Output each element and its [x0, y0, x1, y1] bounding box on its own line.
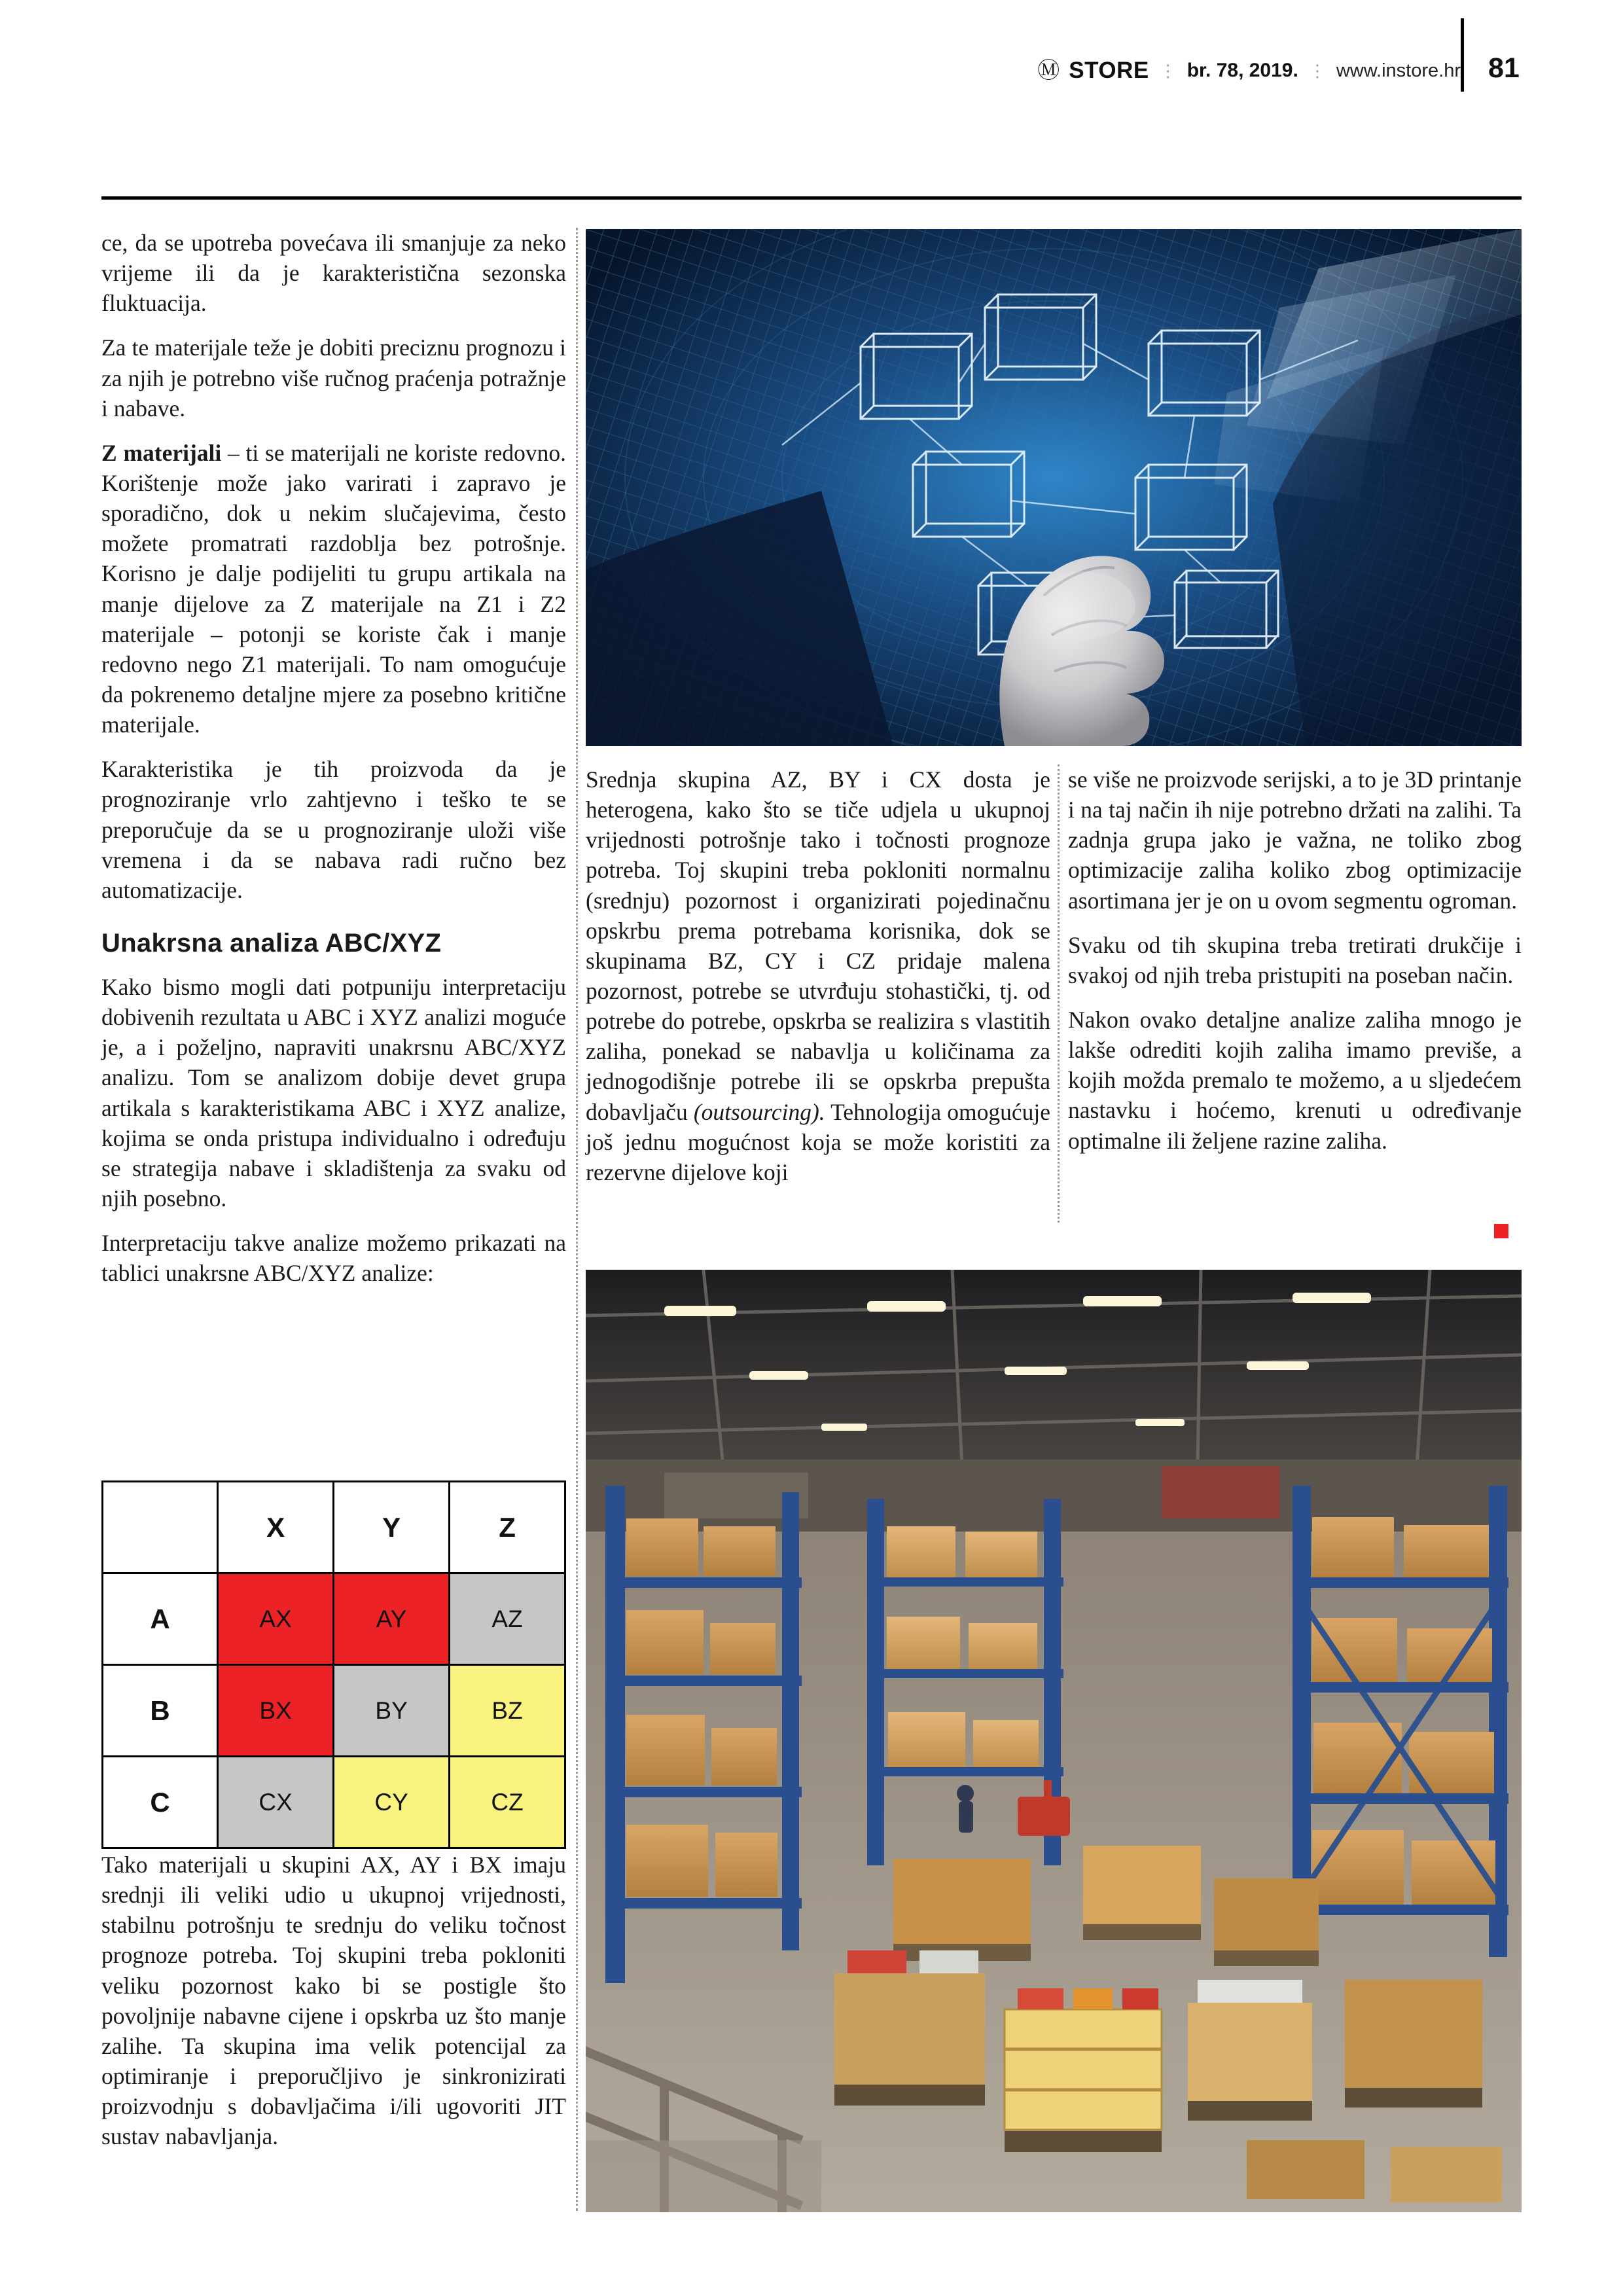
paragraph: Svaku od tih skupina treba tretirati drukčije i svakoj od njih treba pristupiti na poseban način. — [1068, 931, 1522, 988]
column-divider-1 — [576, 228, 578, 2211]
brand-name: STORE — [1069, 58, 1149, 83]
column-header-y: Y — [334, 1482, 450, 1573]
matrix-cell-by: BY — [334, 1665, 450, 1757]
lead-in-term: Z materijali — [101, 439, 222, 466]
article-end-marker — [1494, 1224, 1508, 1238]
masthead-separator-2: ⋮ — [1308, 60, 1326, 81]
paragraph: Za te materijale teže je dobiti preciznu prognozu i za njih je potrebno više ručnog praćenja potražnje i nabave. — [101, 334, 566, 422]
row-header-a: A — [103, 1573, 218, 1665]
abc-xyz-matrix-table — [101, 1480, 566, 1849]
bottom-article-image — [586, 1270, 1522, 2212]
matrix-cell-bz: BZ — [450, 1665, 565, 1757]
row-header-b: B — [103, 1665, 218, 1757]
italic-term-outsourcing: (outsourcing). — [693, 1098, 825, 1125]
paragraph: Tako materijali u skupini AX, AY i BX imaju srednji ili veliki udio u ukupnoj vrijednosti, stabilnu potrošnju te srednju do veliku točnost prognoze potreba. Toj skupini treba pokloniti veliku pozornost kako bi se postigle što povoljnije nabavne cijene i opskrba uz što manje zalihe. Ta skupina ima velik potencijal za optimiranje i preporučljivo je sinkronizirati proizvodnju s dobavljačima i/ili ugovoriti JIT sustav nabavljanja. — [101, 1852, 566, 2150]
paragraph: Nakon ovako detaljne analize zaliha mnogo je lakše odrediti kojih zaliha imamo previše, a kojih možda premalo te možemo, a u sljedećem nastavku i hoćemo, krenuti u određivanje optimalne ili željene razine zaliha. — [1068, 1006, 1522, 1154]
header-divider-line — [101, 196, 1522, 200]
paragraph-part-a: Srednja skupina AZ, BY i CX dosta je heterogena, kako što se tiče udjela u ukupnoj vrijednosti potrošnje tako i točnosti prognoze potreba. Toj skupini treba pokloniti normalnu (srednju) pozornost i organizirati pojedinačnu opskrbu prema potrebama korisnika, dok se skupinama BZ, CY i CZ pridaje malena pozornost, potrebe se utvrđuju stohastički, tj. od potrebe do potrebe, opskrba se realizira s vlastitih zaliha, ponekad se nabavlja u količinama za jednogodišnje potrebe ili se opskrba prepušta dobavljaču — [586, 766, 1050, 1125]
masthead-separator-1: ⋮ — [1159, 60, 1177, 81]
paragraph-body: – ti se materijali ne koriste redovno. Korištenje može jako varirati i zapravo je sporadično, dok u nekim slučajevima, često možete promatrati razdoblja bez potrošnje. Korisno je dalje podijeliti tu grupu artikala na manje dijelove za Z materijale na Z1 i Z2 materijale – potonji se koriste čak i manje redovno nego Z1 materijali. To nam omogućuje da pokrenemo detaljne mjere za posebno kritične materijale. — [101, 439, 566, 738]
matrix-corner-cell — [103, 1482, 218, 1573]
table-row — [103, 1665, 565, 1757]
top-article-image — [586, 229, 1522, 746]
left-text-column-continued — [101, 1850, 566, 2166]
left-text-column — [101, 228, 566, 1302]
matrix-cell-cx: CX — [218, 1757, 334, 1848]
table-header-row — [103, 1482, 565, 1573]
paragraph-z-materijali — [101, 438, 566, 740]
row-header-c: C — [103, 1757, 218, 1848]
table-row — [103, 1573, 565, 1665]
table-row — [103, 1757, 565, 1848]
page-number: 81 — [1488, 52, 1520, 84]
column-divider-2 — [1058, 764, 1060, 1223]
page-header — [0, 0, 1623, 196]
issue-info: br. 78, 2019. — [1186, 60, 1298, 81]
paragraph-part-b: Tehnologija omogućuje još jednu mogućnost koja se može koristiti za rezervne dijelove koji — [586, 1098, 1051, 1185]
website-url: www.instore.hr — [1336, 60, 1461, 81]
digital-network-illustration — [586, 229, 1522, 746]
paragraph: Kako bismo mogli dati potpuniju interpretaciju dobivenih rezultata u ABC i XYZ analizi moguće je, a i poželjno, napraviti unakrsnu ABC/XYZ analizu. Tom se analizom dobije devet grupa artikala s karakteristikama ABC i XYZ analize, kojima se onda pristupa individualno i određuju se strategija nabave i skladištenja za svaku od njih posebno. — [101, 973, 566, 1211]
matrix-cell-cy: CY — [334, 1757, 450, 1848]
column-header-z: Z — [450, 1482, 565, 1573]
matrix-cell-az: AZ — [450, 1573, 565, 1665]
masthead — [1037, 58, 1461, 84]
matrix-cell-bx: BX — [218, 1665, 334, 1757]
paragraph: ce, da se upotreba povećava ili smanjuje za neko vrijeme ili da je karakteristična sezonska fluktuacija. — [101, 230, 566, 317]
matrix-cell-ay: AY — [334, 1573, 450, 1665]
paragraph: Karakteristika je tih proizvoda da je prognoziranje vrlo zahtjevno i teško te se preporučuje da se u prognoziranje uloži više vremena i da se nabava radi ručno bez automatizacije. — [101, 756, 566, 903]
middle-text-column — [586, 764, 1050, 1202]
paragraph: Interpretaciju takve analize možemo prikazati na tablici unakrsne ABC/XYZ analize: — [101, 1230, 566, 1287]
paragraph: se više ne proizvode serijski, a to je 3D printanje i na taj način ih nije potrebno držati na zalihi. Ta zadnja grupa jako je važna, ne toliko zbog optimizacije zaliha koliko zbog optimizacije asortimana jer je on u ovom segmentu ogroman. — [1068, 766, 1522, 914]
matrix-cell-ax: AX — [218, 1573, 334, 1665]
warehouse-photo-illustration — [586, 1270, 1522, 2212]
store-logo-icon: Ⓜ — [1037, 58, 1060, 83]
paragraph — [586, 764, 1050, 1187]
matrix-cell-cz: CZ — [450, 1757, 565, 1848]
right-text-column — [1068, 764, 1522, 1170]
section-heading-abc-xyz: Unakrsna analiza ABC/XYZ — [101, 928, 442, 958]
column-header-x: X — [218, 1482, 334, 1573]
header-vertical-rule — [1461, 18, 1464, 92]
